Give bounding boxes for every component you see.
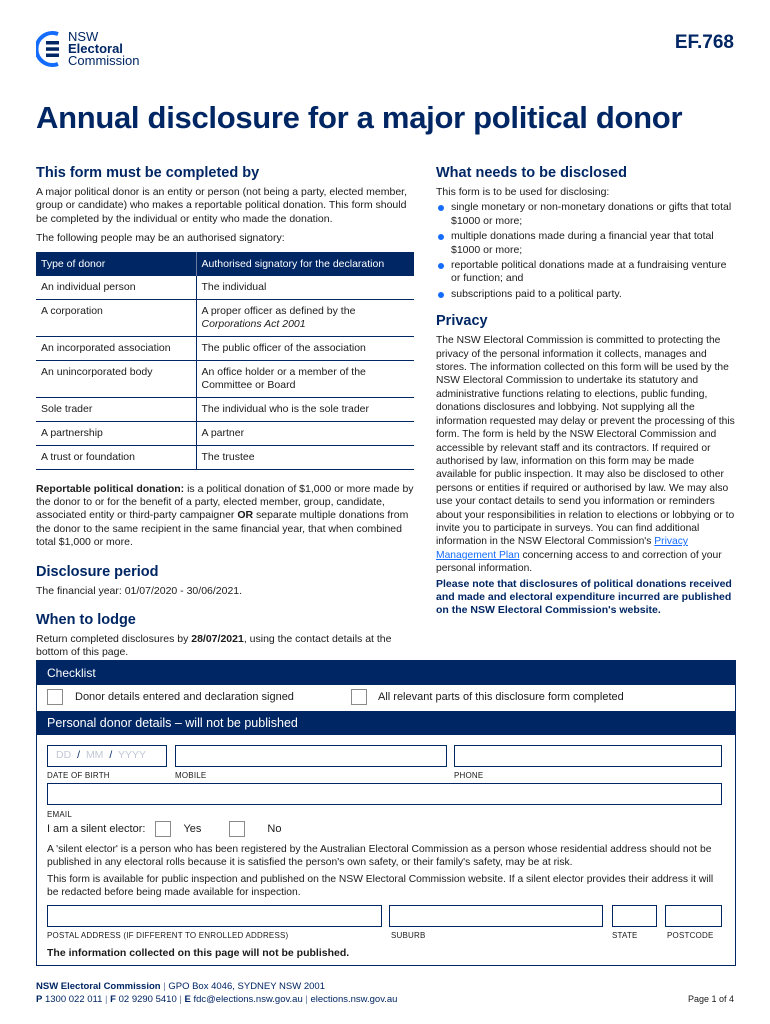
signatory-text: A proper officer as defined by the (201, 304, 356, 317)
table-row (36, 360, 414, 397)
table-row (36, 421, 414, 445)
donor-type-cell: An individual person (36, 276, 196, 300)
suburb-label: SUBURB (391, 931, 426, 940)
signatory-cell: The individual (196, 276, 414, 300)
footer-phone: 1300 022 011 (44, 994, 103, 1005)
email-input[interactable] (47, 783, 722, 805)
yes-label: Yes (183, 823, 202, 835)
reportable-text: is a political donation of $1,000 or more made by the donor to or for the benefit of a party, elected member, group, candidate, associated entity or third-party campaigner (36, 482, 414, 522)
table-row (36, 299, 414, 336)
personal-details-section (37, 735, 735, 965)
footer-address: GPO Box 4046, SYDNEY NSW 2001 (168, 981, 325, 992)
lodge-text: Return completed disclosures by (36, 633, 192, 646)
privacy-body-cont: concerning access to and correction of your personal information. (436, 549, 722, 575)
page-title: Annual disclosure for a major political donor (36, 100, 683, 135)
donor-type-cell: An unincorporated body (36, 360, 196, 397)
nsw-electoral-commission-logo (36, 30, 140, 68)
postcode-input[interactable] (665, 905, 722, 927)
privacy-text (436, 334, 736, 575)
list-item: subscriptions paid to a political party. (436, 288, 736, 301)
no-label: No (267, 823, 282, 835)
form-code: EF.768 (674, 32, 734, 53)
lodge-date: 28/07/2021 (191, 633, 244, 646)
signatory-intro: The following people may be an authorised signatory: (36, 232, 285, 245)
table-row (36, 276, 414, 300)
signatory-cell: A partner (196, 421, 414, 445)
footer-website-link[interactable]: elections.nsw.gov.au (310, 994, 398, 1005)
privacy-plan-link[interactable]: Privacy Management Plan (436, 536, 689, 561)
donor-type-cell: A trust or foundation (36, 445, 196, 469)
logo-line-commission: Commission (68, 53, 140, 68)
checklist-bar: Checklist (37, 661, 735, 685)
footer-email-label: E (184, 994, 191, 1005)
mobile-input[interactable] (175, 745, 447, 767)
list-item: multiple donations made during a financial year that total $1000 or more; (436, 230, 736, 257)
disclosure-period-text: The financial year: 01/07/2020 - 30/06/2021. (36, 584, 243, 597)
phone-input[interactable] (454, 745, 722, 767)
footer-fax: 02 9290 5410 (118, 994, 177, 1005)
list-item: single monetary or non-monetary donations or gifts that total $1000 or more; (436, 201, 736, 228)
suburb-input[interactable] (389, 905, 603, 927)
right-column (436, 165, 736, 618)
what-disclosed-intro: This form is to be used for disclosing: (436, 186, 610, 198)
silent-elector-definition: A 'silent elector' is a person who has been registered by the Australian Electoral Commission as a person whose residential address should not be published in any electoral rolls because it is satisfied the person's own safety, or their family's safety, may be at risk. (47, 844, 712, 868)
donor-type-cell: An incorporated association (36, 336, 196, 360)
personal-details-bar: Personal donor details – will not be published (37, 711, 735, 735)
silent-elector-label: I am a silent elector: (47, 823, 146, 835)
dob-label: DATE OF BIRTH (47, 771, 110, 780)
completed-by-para: A major political donor is an entity or person (not being a party, elected member, group or candidate) who makes a reportable political donation. This form should be completed by the individual or entity who made the donation. (36, 186, 408, 225)
dob-year-placeholder: YYYY (118, 749, 147, 761)
email-label: EMAIL (47, 810, 73, 819)
footer-line-2: P 1300 022 011 | F 02 9290 5410 | E fdc@elections.nsw.gov.au | elections.nsw.gov.au (36, 994, 398, 1005)
signatory-cell: The public officer of the association (196, 336, 414, 360)
footer-fax-label: F (110, 994, 116, 1005)
corporations-act-ref: Corporations Act 2001 (201, 317, 306, 330)
left-column (36, 165, 416, 660)
postcode-label: POSTCODE (667, 931, 714, 940)
checklist-row (37, 685, 735, 711)
reportable-donation-definition (36, 483, 416, 550)
reportable-text-cont: separate multiple donations from the donor to the same recipient in the same financial year, that when combined total $1,000 or more. (36, 509, 409, 549)
publication-note: Please note that disclosures of political donations received and made and electoral expenditure incurred are published on the NSW Electoral Commission's website. (436, 577, 732, 617)
date-of-birth-input[interactable] (47, 745, 167, 767)
signatory-cell: The individual who is the sole trader (196, 397, 414, 421)
privacy-heading: Privacy (436, 313, 488, 330)
logo-line-nsw: NSW (68, 29, 99, 44)
dob-separator: / (109, 749, 113, 761)
silent-elector-row (47, 821, 281, 837)
footer-phone-label: P (36, 994, 43, 1005)
completed-by-heading: This form must be completed by (36, 165, 260, 181)
page-number: Page 1 of 4 (687, 994, 734, 1004)
phone-label: PHONE (454, 771, 484, 780)
donor-form (36, 660, 736, 966)
when-to-lodge-text (36, 633, 416, 660)
checklist-checkbox-donor-details[interactable] (47, 689, 63, 705)
list-item: reportable political donations made at a fundraising venture or function; and (436, 259, 736, 286)
donor-type-cell: A partnership (36, 421, 196, 445)
logo-mark-icon (36, 30, 62, 68)
dob-month-placeholder: MM (85, 749, 104, 761)
checklist-checkbox-all-parts[interactable] (351, 689, 367, 705)
signatory-cell: An office holder or a member of the Committee or Board (196, 360, 414, 397)
signatory-table (36, 252, 414, 470)
table-row (36, 336, 414, 360)
what-disclosed-heading: What needs to be disclosed (436, 165, 627, 181)
signatory-cell (196, 299, 414, 336)
public-inspection-note: This form is available for public inspection and published on the NSW Electoral Commission website. If a silent elector provides their address it will be redacted before being made available for inspection. (47, 874, 714, 898)
postal-address-label: POSTAL ADDRESS (IF DIFFERENT TO ENROLLED ADDRESS) (47, 931, 289, 940)
or-keyword: OR (237, 509, 254, 522)
footer-email-link[interactable]: fdc@elections.nsw.gov.au (193, 994, 303, 1005)
dob-separator: / (77, 749, 81, 761)
logo-line-electoral: Electoral (68, 41, 123, 56)
table-header-type: Type of donor (36, 252, 196, 276)
donor-type-cell: A corporation (36, 299, 196, 336)
checklist-item-label: Donor details entered and declaration signed (75, 691, 294, 703)
dob-day-placeholder: DD (56, 749, 72, 761)
checklist-item-label: All relevant parts of this disclosure form completed (378, 691, 624, 703)
mobile-label: MOBILE (175, 771, 207, 780)
postal-address-input[interactable] (47, 905, 382, 927)
state-input[interactable] (612, 905, 657, 927)
disclosure-list (436, 201, 736, 301)
not-published-note: The information collected on this page will not be published. (47, 947, 350, 959)
silent-elector-no-checkbox[interactable] (229, 821, 245, 837)
footer (36, 980, 736, 1006)
footer-org: NSW Electoral Commission (36, 981, 161, 992)
when-to-lodge-heading: When to lodge (36, 612, 136, 629)
disclosure-period-heading: Disclosure period (36, 563, 159, 580)
footer-line-1: NSW Electoral Commission | GPO Box 4046, SYDNEY NSW 2001 (36, 981, 325, 992)
signatory-cell: The trustee (196, 445, 414, 469)
table-header-signatory: Authorised signatory for the declaration (196, 252, 414, 276)
silent-elector-yes-checkbox[interactable] (155, 821, 171, 837)
table-row (36, 397, 414, 421)
lodge-text-cont: , using the contact details at the bottom of this page. (36, 633, 392, 659)
reportable-term: Reportable political donation: (36, 482, 185, 495)
privacy-body: The NSW Electoral Commission is committed to protecting the privacy of the personal information it collects, manages and stores. The information collected on this form will be used by the NSW Electoral Commission to undertake its statutory and administrative functions relating to elections, public funding, donations disclosures and lobbying. Not supplying all the information requested may delay or prevent the processing of this form. The form is held by the NSW Electoral Commission and accessible by relevant staff and its contractors. If required or authorised by law, information on this form may be made available for public inspection. It may also be disclosed to other persons or entities if required or authorised by law. We may also use your contact details to send you information or reminders about your responsibilities in relation to elections or lobbying or to invite you to participate in surveys. You can find additional information in the NSW Electoral Commission's (436, 335, 735, 548)
table-row (36, 445, 414, 469)
state-label: STATE (612, 931, 638, 940)
donor-type-cell: Sole trader (36, 397, 196, 421)
